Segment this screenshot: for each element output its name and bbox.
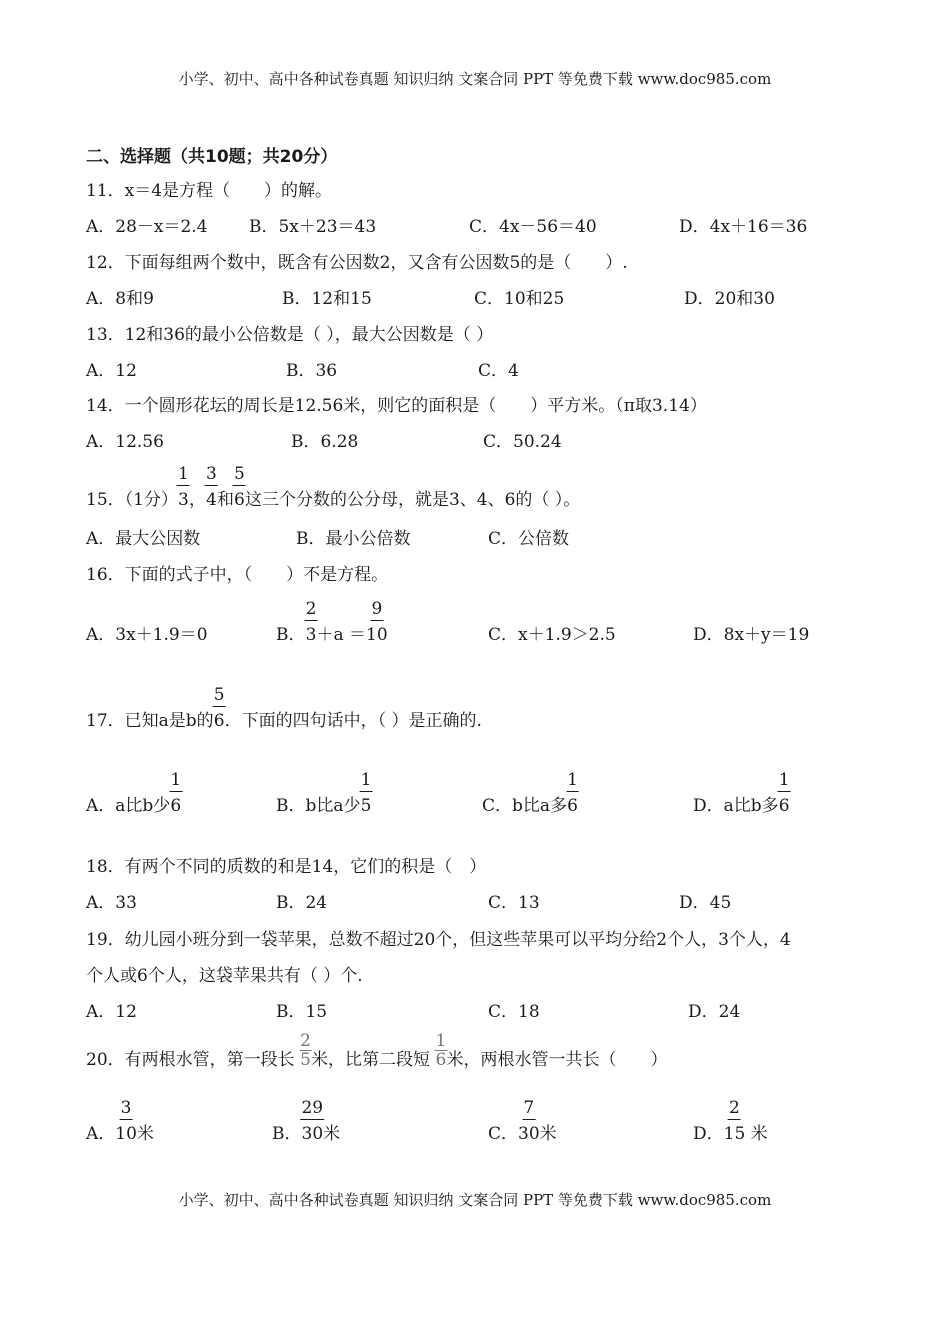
option-c [482,770,578,817]
option-c: C．10和25 [474,289,565,309]
denominator: 30 [518,1124,540,1144]
option-c: C．50.24 [483,432,562,452]
fraction [723,1098,746,1145]
numerator: 1 [170,770,182,790]
separator: ， [188,490,206,510]
denominator: 6 [234,490,245,510]
denominator: 10 [366,625,388,645]
option-a: A．最大公因数 [86,529,201,549]
expression: ＋a ＝ [316,625,367,645]
numerator: 1 [567,770,578,790]
option-label: B． [276,625,306,645]
denominator: 5 [300,1050,311,1070]
option-c: C．4x－56＝40 [469,217,597,237]
option-d [693,770,790,817]
question-13-stem: 13．12和36的最小公倍数是（ ），最大公因数是（ ） [86,325,494,345]
fraction [567,770,578,817]
question-17-options [86,770,886,817]
question-18-stem: 18．有两个不同的质数的和是14，它们的积是（ ） [86,857,487,877]
option-b [276,599,388,646]
option-c: C．18 [488,1002,540,1022]
option-c: C．4 [478,361,519,381]
option-d: D．24 [688,1002,741,1022]
option-d: D．8x＋y＝19 [693,625,810,645]
option-a: A．28－x＝2.4 [86,217,208,237]
q17-suffix: ．下面的四句话中，（ ）是正确的. [224,711,482,731]
option-b: B．5x＋23＝43 [249,217,377,237]
fraction [300,1031,311,1071]
denominator: 6 [567,796,578,816]
numerator: 7 [523,1098,535,1118]
separator: 和 [216,490,234,510]
q15-prefix: 15．（1分） [86,490,178,510]
fraction [518,1098,540,1145]
option-c: C．公倍数 [488,529,570,549]
option-d [693,1098,768,1145]
unit: 米 [539,1124,557,1144]
fraction [360,770,372,817]
question-20-stem [86,1031,668,1071]
numerator: 9 [371,599,383,619]
option-a: A．12 [86,361,137,381]
fraction [366,599,388,646]
denominator: 6 [778,796,790,816]
denominator: 4 [206,490,217,510]
option-label: B． [272,1124,302,1144]
option-b [276,770,372,817]
option-b: B．15 [276,1002,328,1022]
question-17-stem [86,685,482,732]
option-d: D．20和30 [684,289,775,309]
option-a [86,1098,154,1145]
option-b: B．36 [286,361,338,381]
fraction [778,770,790,817]
numerator: 5 [213,685,225,705]
option-b: B．24 [276,893,328,913]
question-16-stem: 16．下面的式子中，（ ）不是方程。 [86,565,389,585]
fraction [206,464,217,511]
option-label: C． [488,1124,519,1144]
numerator: 1 [435,1031,447,1051]
option-b: B．12和15 [282,289,372,309]
numerator: 1 [178,464,189,484]
denominator: 15 [723,1124,746,1144]
question-18-options [86,892,886,914]
denominator: 30 [301,1124,324,1144]
option-b: B．最小公倍数 [296,529,411,549]
denominator: 6 [435,1050,447,1070]
numerator: 5 [234,464,245,484]
question-15-options [86,528,886,550]
fraction [435,1031,447,1071]
unit: 米 [136,1124,154,1144]
fraction [301,1098,324,1145]
fraction [178,464,189,511]
q17-prefix: 17．已知a是b的 [86,711,214,731]
numerator: 29 [301,1098,324,1118]
unit: 米 [323,1124,341,1144]
numerator: 1 [778,770,790,790]
numerator: 3 [120,1098,132,1118]
option-b [272,1098,341,1145]
fraction [170,770,182,817]
numerator: 2 [729,1098,740,1118]
question-19-stem-line1: 19．幼儿园小班分到一袋苹果，总数不超过20个，但这些苹果可以平均分给2个人，3个人，4 [86,930,791,950]
denominator: 3 [305,625,317,645]
option-a [86,770,182,817]
q20-suffix: 米，两根水管一共长（ ） [446,1050,668,1070]
q20-mid: 米，比第二段短 [311,1050,436,1070]
numerator: 1 [360,770,372,790]
question-15-stem [86,464,581,511]
option-a: A．33 [86,893,137,913]
option-a: A．12.56 [86,432,164,452]
unit: 米 [745,1124,768,1144]
denominator: 10 [115,1124,137,1144]
option-text: A．a比b少 [86,796,171,816]
option-c: C．x＋1.9＞2.5 [488,625,616,645]
question-12-options [86,288,886,310]
denominator: 6 [170,796,182,816]
question-19-stem-line2: 个人或6个人，这袋苹果共有（ ）个. [86,966,363,986]
option-d: D．4x＋16＝36 [679,217,808,237]
option-a: A．12 [86,1002,137,1022]
page-footer: 小学、初中、高中各种试卷真题 知识归纳 文案合同 PPT 等免费下载 www.doc985.com [178,1191,772,1209]
page-header: 小学、初中、高中各种试卷真题 知识归纳 文案合同 PPT 等免费下载 www.doc985.com [178,70,772,88]
fraction [305,599,317,646]
option-b: B．6.28 [291,432,359,452]
denominator: 6 [213,711,225,731]
question-20-options [86,1098,886,1145]
q15-suffix: 这三个分数的公分母，就是3、4、6的（ ）。 [244,490,581,510]
option-text: D．a比b多 [693,796,779,816]
question-12-stem: 12．下面每组两个数中，既含有公因数2，又含有公因数5的是（ ）. [86,253,628,273]
fraction [115,1098,137,1145]
q20-prefix: 20．有两根水管，第一段长 [86,1050,301,1070]
question-16-options [86,599,886,646]
numerator: 2 [305,599,317,619]
question-19-options [86,1001,886,1023]
numerator: 3 [206,464,217,484]
option-c: C．13 [488,893,540,913]
fraction [213,685,225,732]
fraction [234,464,245,511]
option-text: C．b比a多 [482,796,568,816]
numerator: 2 [300,1031,311,1051]
option-d: D．45 [679,893,732,913]
denominator: 3 [178,490,189,510]
question-14-options [86,431,886,453]
question-13-options [86,360,886,382]
option-label: D． [693,1124,724,1144]
denominator: 5 [360,796,372,816]
option-a: A．3x＋1.9＝0 [86,625,208,645]
question-11-options [86,216,886,238]
question-11-stem: 11．x＝4是方程（ ）的解。 [86,181,333,201]
section-title: 二、选择题（共10题；共20分） [86,147,338,167]
option-label: A． [86,1124,116,1144]
option-c [488,1098,557,1145]
option-text: B．b比a少 [276,796,361,816]
option-a: A．8和9 [86,289,154,309]
question-14-stem: 14．一个圆形花坛的周长是12.56米，则它的面积是（ ）平方米。（π取3.14） [86,396,707,416]
